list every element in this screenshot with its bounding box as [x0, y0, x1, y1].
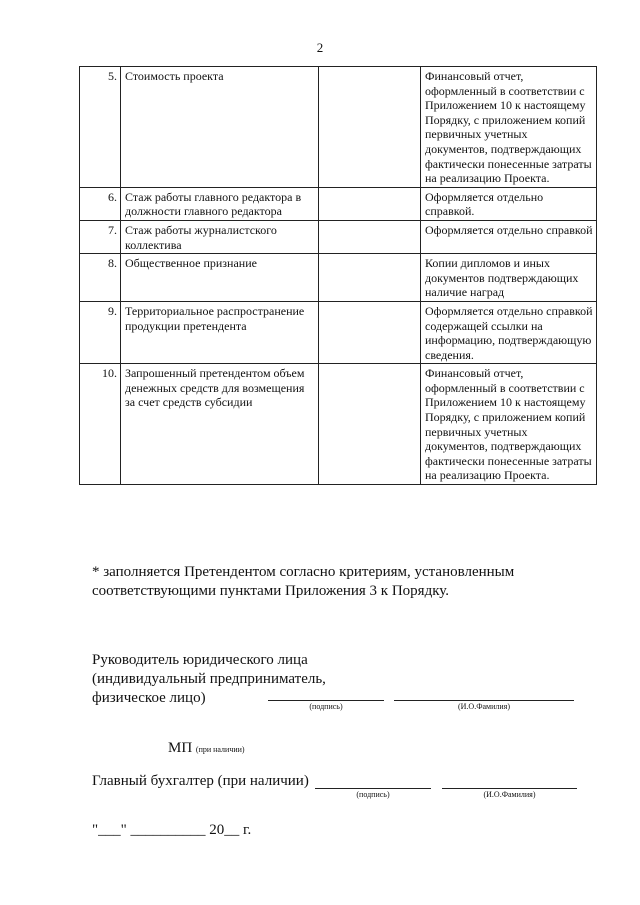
criterion-value	[319, 220, 421, 253]
head-label-line2: (индивидуальный предприниматель,	[92, 671, 326, 687]
criterion-name: Стаж работы главного редактора в должности главного редактора	[121, 187, 319, 220]
criterion-name: Территориальное распространение продукции претендента	[121, 301, 319, 363]
head-signature-line	[268, 700, 384, 701]
row-number: 5.	[80, 67, 121, 188]
head-name-caption: (И.О.Фамилия)	[457, 702, 511, 711]
supporting-document: Оформляется отдельно справкой содержащей ссылки на информацию, подтверждающую сведения.	[421, 301, 597, 363]
criterion-name: Стоимость проекта	[121, 67, 319, 188]
supporting-document: Оформляется отдельно справкой	[421, 220, 597, 253]
table-row	[80, 187, 597, 220]
row-number: 9.	[80, 301, 121, 363]
accountant-name-caption: (И.О.Фамилия)	[483, 790, 536, 799]
criterion-value	[319, 254, 421, 302]
row-number: 10.	[80, 364, 121, 485]
criterion-value	[319, 187, 421, 220]
table-row	[80, 364, 597, 485]
stamp-label: МП	[168, 740, 193, 756]
supporting-document: Финансовый отчет, оформленный в соответствии с Приложением 10 к настоящему Порядку, с приложением копий первичных учетных документов, подтверждающих фактически понесенные затраты на реализацию Проекта.	[421, 67, 597, 188]
table-row	[80, 220, 597, 253]
accountant-name-line	[442, 788, 577, 789]
date-line: "___" __________ 20__ г.	[92, 822, 252, 838]
criterion-name: Стаж работы журналистского коллектива	[121, 220, 319, 253]
criterion-name: Общественное признание	[121, 254, 319, 302]
criterion-value	[319, 364, 421, 485]
accountant-signature-caption: (подпись)	[356, 790, 390, 799]
head-label-line1: Руководитель юридического лица	[92, 652, 308, 668]
table-row	[80, 301, 597, 363]
supporting-document: Копии дипломов и иных документов подтверждающих наличие наград	[421, 254, 597, 302]
criterion-value	[319, 301, 421, 363]
row-number: 6.	[80, 187, 121, 220]
accountant-signature-line	[315, 788, 431, 789]
stamp-note: (при наличии)	[195, 745, 245, 754]
page-number: 2	[316, 40, 324, 55]
head-signature-caption: (подпись)	[309, 702, 343, 711]
table-row	[80, 254, 597, 302]
supporting-document: Оформляется отдельно справкой.	[421, 187, 597, 220]
criteria-table	[79, 66, 597, 485]
stamp-placeholder	[168, 740, 245, 757]
footnote: * заполняется Претендентом согласно критериям, установленным соответствующими пунктами Приложения 3 к Порядку.	[92, 564, 515, 599]
head-label-line3: физическое лицо)	[92, 690, 206, 706]
table-row	[80, 67, 597, 188]
supporting-document: Финансовый отчет, оформленный в соответствии с Приложением 10 к настоящему Порядку, с приложением копий первичных учетных документов, подтверждающих фактически понесенные затраты на реализацию Проекта.	[421, 364, 597, 485]
criterion-name: Запрошенный претендентом объем денежных средств для возмещения за счет средств субсидии	[121, 364, 319, 485]
row-number: 8.	[80, 254, 121, 302]
head-name-line	[394, 700, 574, 701]
row-number: 7.	[80, 220, 121, 253]
accountant-label: Главный бухгалтер (при наличии)	[92, 773, 309, 789]
criterion-value	[319, 67, 421, 188]
